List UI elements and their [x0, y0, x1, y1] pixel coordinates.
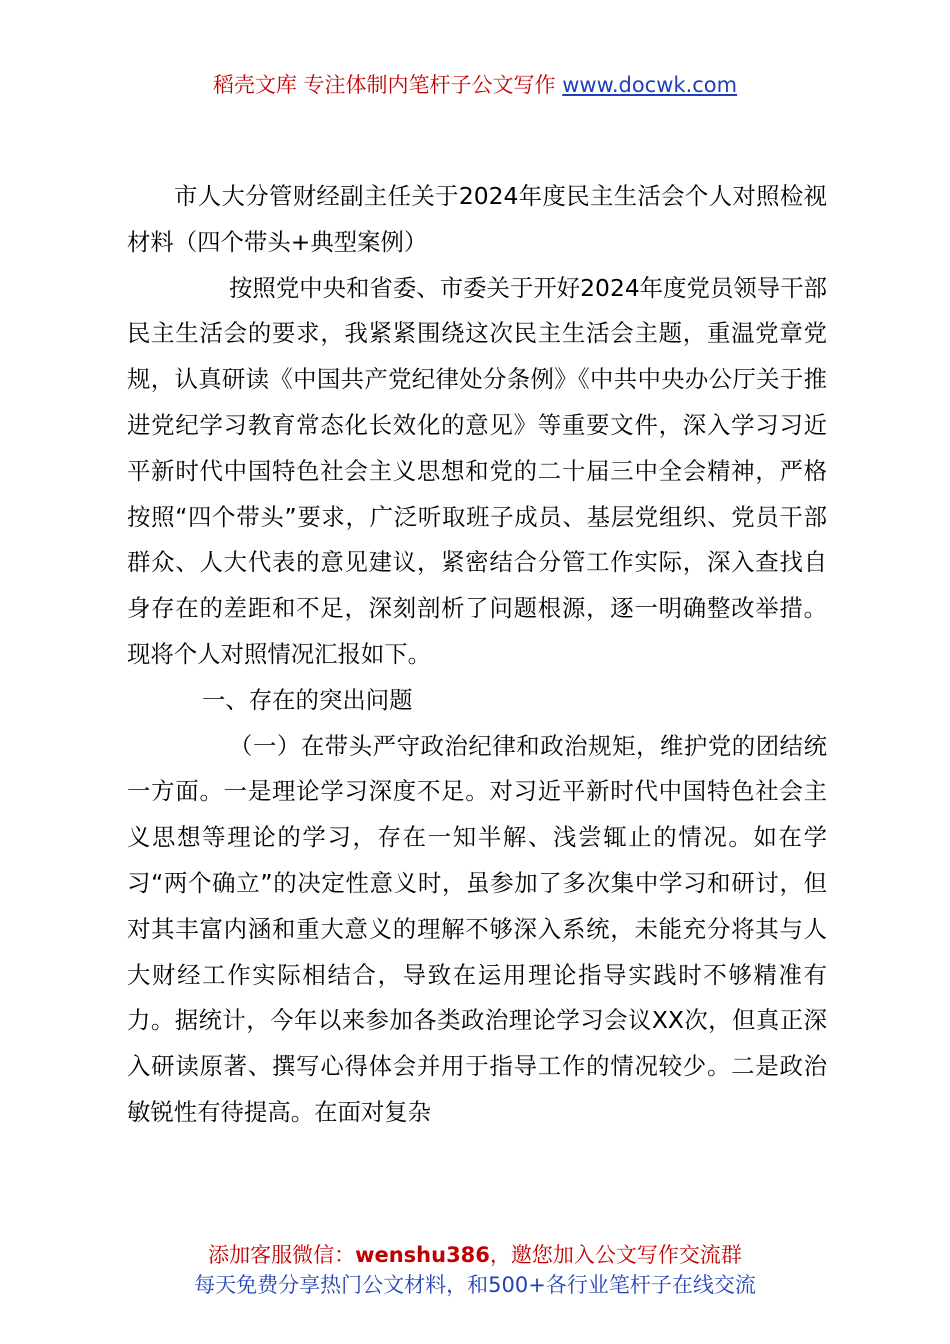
- section-paragraph: （一）在带头严守政治纪律和政治规矩，维护党的团结统一方面。一是理论学习深度不足。对习近平新时代中国特色社会主义思想等理论的学习，存在一知半解、浅尝辄止的情况。如在学习“两个确立”的决定性意义时，虽参加了多次集中学习和研讨，但对其丰富内涵和重大意义的理解不够深入系统，未能充分将其与人大财经工作实际相结合，导致在运用理论指导实践时不够精准有力。据统计，今年以来参加各类政治理论学习会议XX次，但真正深入研读原著、撰写心得体会并用于指导工作的情况较少。二是政治敏锐性有待提高。在面对复杂: [127, 731, 827, 1126]
- section-heading: 一、存在的突出问题: [202, 685, 413, 714]
- site-link[interactable]: www.docwk.com: [562, 73, 738, 97]
- intro-paragraph: 按照党中央和省委、市委关于开好2024年度党员领导干部民主生活会的要求，我紧紧围绕这次民主生活会主题，重温党章党规，认真研读《中国共产党纪律处分条例》《中共中央办公厅关于推进党纪学习教育常态化长效化的意见》等重要文件，深入学习习近平新时代中国特色社会主义思想和党的二十届三中全会精神，严格按照“四个带头”要求，广泛听取班子成员、基层党组织、党员干部群众、人大代表的意见建议，紧密结合分管工作实际，深入查找自身存在的差距和不足，深刻剖析了问题根源，逐一明确整改举措。现将个人对照情况汇报如下。: [127, 273, 827, 668]
- footer-wechat-line: [0, 1240, 950, 1270]
- wechat-id: wenshu386: [355, 1243, 490, 1267]
- footer-share-line: 每天免费分享热门公文材料，和500+各行业笔杆子在线交流: [194, 1273, 756, 1297]
- brand-text: 稻壳文库 专注体制内笔杆子公文写作: [212, 73, 563, 97]
- footer-suffix: ，邀您加入公文写作交流群: [489, 1243, 742, 1267]
- page-header: [0, 70, 950, 100]
- footer-prefix: 添加客服微信：: [208, 1243, 356, 1267]
- page-footer: [0, 1240, 950, 1300]
- document-title: 市人大分管财经副主任关于2024年度民主生活会个人对照检视材料（四个带头+典型案例）: [127, 182, 827, 256]
- document-body: [127, 174, 827, 1136]
